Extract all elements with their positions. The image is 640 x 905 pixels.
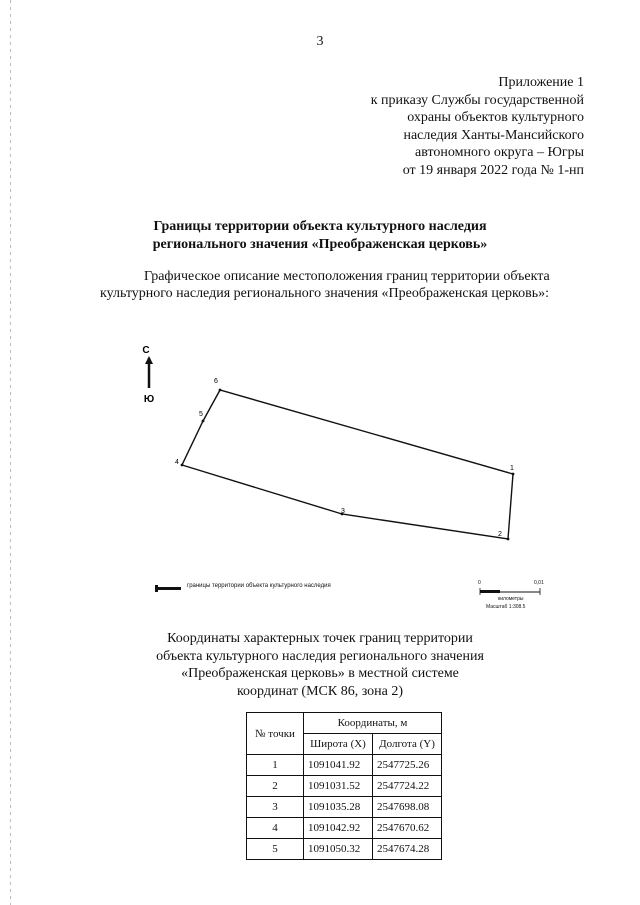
cell-point: 4 — [247, 818, 304, 839]
north-arrow-icon — [142, 345, 154, 405]
table-row — [247, 776, 442, 797]
cell-x: 1091050.32 — [304, 839, 373, 860]
cell-y: 2547725.26 — [373, 755, 442, 776]
vertex-4 — [181, 464, 184, 467]
appendix-line: охраны объектов культурного — [407, 110, 584, 125]
cell-x: 1091041.92 — [304, 755, 373, 776]
cell-point: 3 — [247, 797, 304, 818]
vertex-1 — [512, 473, 515, 476]
coords-title-line-1: Координаты характерных точек границ территории — [167, 631, 473, 646]
coords-title-line-4: координат (МСК 86, зона 2) — [236, 683, 404, 699]
appendix-line: от 19 января 2022 года № 1-нп — [402, 162, 584, 178]
scale-ratio-label: Масштаб 1:308.5 — [486, 604, 526, 610]
graphic-description — [100, 268, 590, 302]
north-label: С — [142, 345, 150, 356]
scale-unit-label: километры — [498, 596, 524, 602]
vertex-2 — [507, 538, 510, 541]
vertex-label-5: 5 — [199, 411, 203, 418]
cell-point: 2 — [247, 776, 304, 797]
header-latitude: Широта (X) — [304, 734, 373, 755]
legend-text: границы территории объекта культурного наследия — [187, 583, 331, 589]
vertex-label-4: 4 — [175, 459, 179, 466]
coordinates-heading — [0, 630, 640, 700]
cell-x: 1091042.92 — [304, 818, 373, 839]
page-number: 3 — [316, 34, 324, 49]
vertex-label-2: 2 — [498, 531, 502, 538]
boundary-plan — [130, 340, 550, 550]
title-line-1: Границы территории объекта культурного наследия — [153, 219, 487, 234]
table-row — [247, 818, 442, 839]
coordinates-table — [246, 712, 442, 860]
table-row — [247, 839, 442, 860]
appendix-header — [284, 74, 584, 179]
map-legend — [155, 582, 395, 596]
south-label: Ю — [143, 394, 155, 405]
boundary-line-icon — [155, 587, 181, 590]
description-line-2: культурного наследия регионального значения «Преображенская церковь»: — [100, 286, 550, 301]
binding-margin — [10, 0, 11, 905]
vertex-label-6: 6 — [214, 378, 218, 385]
vertex-label-3: 3 — [341, 508, 345, 515]
appendix-line: Приложение 1 — [498, 75, 584, 90]
table-row — [247, 755, 442, 776]
appendix-line: наследия Ханты-Мансийского — [403, 127, 584, 143]
header-point-number: № точки — [247, 713, 304, 755]
title-line-2: регионального значения «Преображенская церковь» — [152, 237, 488, 252]
cell-x: 1091031.52 — [304, 776, 373, 797]
description-line-1: Графическое описание местоположения границ территории объекта — [144, 269, 550, 284]
scale-max-label: 0,01 — [534, 580, 544, 586]
appendix-line: к приказу Службы государственной — [370, 92, 584, 108]
document-title — [0, 218, 640, 254]
cell-y: 2547670.62 — [373, 818, 442, 839]
vertex-6 — [219, 389, 222, 392]
cell-y: 2547724.22 — [373, 776, 442, 797]
cell-y: 2547698.08 — [373, 797, 442, 818]
header-coordinates: Координаты, м — [304, 713, 442, 734]
table-row — [247, 797, 442, 818]
coords-title-line-2: объекта культурного наследия регионального значения — [156, 648, 484, 664]
cell-x: 1091035.28 — [304, 797, 373, 818]
header-longitude: Долгота (Y) — [373, 734, 442, 755]
cell-y: 2547674.28 — [373, 839, 442, 860]
coords-title-line-3: «Преображенская церковь» в местной системе — [181, 666, 459, 681]
appendix-line: автономного округа – Югры — [415, 145, 584, 160]
scale-bar — [472, 580, 552, 614]
cell-point: 1 — [247, 755, 304, 776]
boundary-polygon — [182, 390, 513, 539]
cell-point: 5 — [247, 839, 304, 860]
vertex-label-1: 1 — [510, 465, 514, 472]
vertex-5 — [202, 420, 205, 423]
scale-zero-label: 0 — [478, 580, 481, 586]
